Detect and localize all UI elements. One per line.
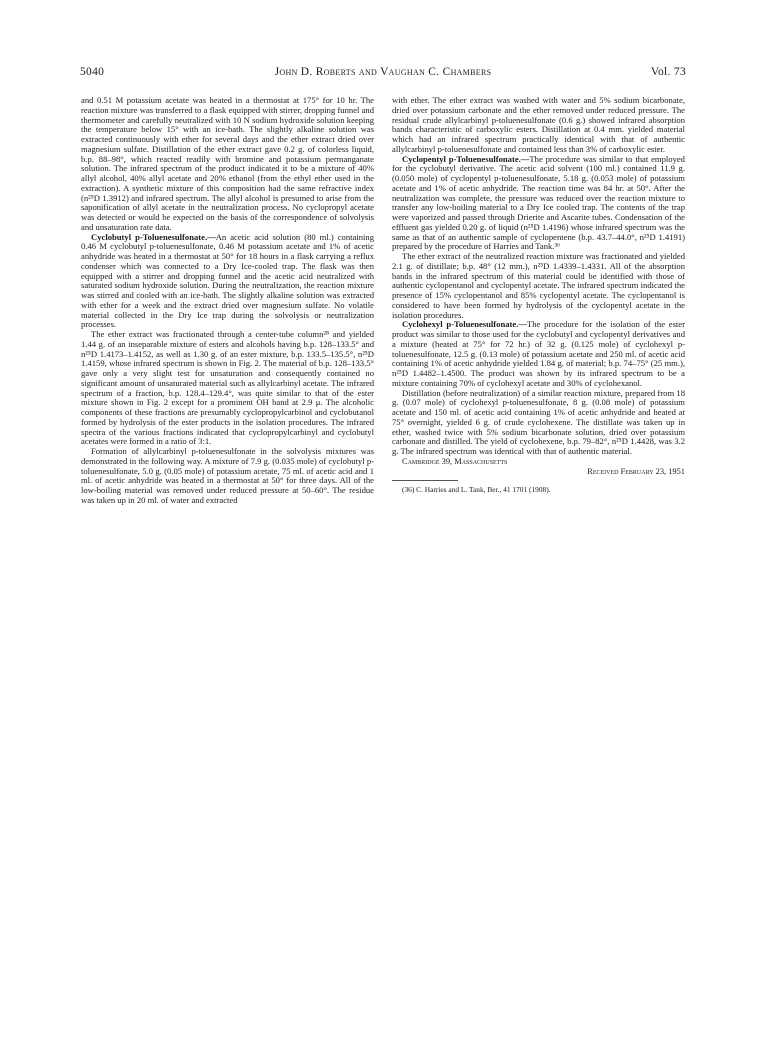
paragraph-cyclobutyl-heading: Cyclobutyl p-Toluenesulfonate.—An acetic acid solution (80 ml.) containing 0.46 M cyclobutyl p-toluenesulfonate, 0.46 M potassium acetate and 1% of acetic anhydride was heated in a thermostat at 50° for 18 hours in a flask carrying a reflux condenser which was connected to a Dry Ice-cooled trap. The flask was then equipped with a stirrer and dropping funnel and the acetic acid neutralized with saturated sodium hydroxide solution. During the neutralization, the reaction mixture was stirred and cooled with an ice-bath. The slightly alkaline solution was extracted with ether for a week and the extract dried over magnesium sulfate. No volatile material collected in the Dry Ice trap during the solvolysis or neutralization processes. (81, 231, 374, 330)
paragraph: Formation of allylcarbinyl p-toluenesulfonate in the solvolysis mixtures was demonstrated in the following way. A mixture of 7.9 g. (0.035 mole) of cyclobutyl p-toluenesulfonate, 5.0 g. (0.05 mole) of potassium acetate, 75 ml. of acetic acid and 1 ml. of acetic anhydride was heated in a thermostat at 50° for three days. All of the low-boiling material was removed under reduced pressure at 50–60°. The residue was taken up in 20 ml. of water and extracted (81, 446, 374, 505)
right-column (392, 96, 685, 494)
run-in-heading: Cyclopentyl p-Toluenesulfonate.— (402, 153, 530, 164)
footnote: (36) C. Harries and L. Tank, Ber., 41 1701 (1908). (402, 485, 551, 495)
received-date: Received February 23, 1951 (587, 466, 685, 476)
running-head-authors: John D. Roberts and Vaughan C. Chambers (274, 66, 492, 78)
paragraph-cyclohexyl-heading: Cyclohexyl p-Toluenesulfonate.—The procedure for the isolation of the ester product was similar to those used for the cyclobutyl and cyclopentyl derivatives and a mixture (heated at 75° for 72 hr.) of 32 g. (0.125 mole) of cyclohexyl p-toluenesulfonate, 12.5 g. (0.13 mole) of potassium acetate and 250 ml. of acetic acid containing 1% of acetic anhydride yielded 1.84 g. of material; b.p. 74–75° (25 mm.), n²⁵D 1.4482–1.4500. The product was shown by its infrared spectrum to be a mixture containing 70% of cyclohexyl acetate and 30% of cyclohexanol. (392, 319, 685, 388)
paragraph: The ether extract of the neutralized reaction mixture was fractionated and yielded 2.1 g. of distillate; b.p. 48° (12 mm.), n²⁵D 1.4339–1.4331. All of the absorption bands in the infrared spectrum of this material could be identified with those of authentic cyclopentanol and cyclopentyl acetate. The infrared spectrum indicated the presence of 15% cyclopentanol and 85% cyclopentyl acetate. The cyclopentanol is considered to have been formed by hydrolysis of the cyclopentyl acetate in the isolation procedures. (392, 251, 685, 320)
volume-label: Vol. 73 (650, 66, 686, 78)
footnote-divider (392, 480, 458, 481)
affiliation-place: Cambridge 39, Massachusetts (402, 456, 508, 466)
paragraph: with ether. The ether extract was washed with water and 5% sodium bicarbonate, dried over potassium carbonate and the ether removed under reduced pressure. The residual crude allylcarbinyl p-toluenesulfonate (0.6 g.) showed infrared absorption bands characteristic of carboxylic esters. Distillation at 0.4 mm. yielded material which had an infrared spectrum practically identical with that of authentic allylcarbinyl p-toluenesulfonate and contained less than 3% of carboxylic ester. (392, 95, 685, 154)
paragraph: and 0.51 M potassium acetate was heated in a thermostat at 175° for 10 hr. The reaction mixture was transferred to a flask equipped with stirrer, dropping funnel and thermometer and carefully neutralized with 10 N sodium hydroxide solution keeping the temperature below 15° with an ice-bath. The slightly alkaline solution was extracted continuously with ether for several days and the ether extract dried over magnesium sulfate. Distillation of the ether extract gave 0.2 g. of colorless liquid, b.p. 88–98°, which reacted readily with bromine and potassium permanganate solution. The infrared spectrum of the product indicated it to be a mixture of 40% allyl alcohol, 40% allyl acetate and 20% ethanol (from the ethyl ether used in the extraction). A synthetic mixture of this composition had the same refractive index (n²⁵D 1.3912) and infrared spectrum. The allyl alcohol is presumed to arise from the saponification of allyl acetate in the neutralization process. No cyclopropyl acetate was detected or would be expected on the basis of the correspondence of solvolysis and unsaturation rate data. (81, 95, 374, 232)
page-number: 5040 (80, 66, 105, 78)
paragraph: Distillation (before neutralization) of a similar reaction mixture, prepared from 18 g. (0.07 mole) of cyclohexyl p-toluenesulfonate, 8 g. (0.08 mole) of potassium acetate and 150 ml. of acetic acid containing 1% of acetic anhydride and heated at 75° overnight, yielded 6 g. of crude cyclohexene. The distillate was taken up in ether, washed twice with 5% sodium bicarbonate solution, dried over potassium carbonate and distilled. The yield of cyclohexene, b.p. 79–82°, n²⁵D 1.4428, was 3.2 g. The infrared spectrum was identical with that of authentic material. (392, 387, 685, 456)
running-head (80, 66, 686, 80)
run-in-heading: Cyclohexyl p-Toluenesulfonate.— (402, 319, 527, 330)
run-in-heading: Cyclobutyl p-Toluenesulfonate.— (91, 231, 216, 242)
paragraph: The ether extract was fractionated through a center-tube column²⁸ and yielded 1.44 g. of an inseparable mixture of esters and alcohols having b.p. 128–133.5° and n²⁵D 1.4173–1.4152, as well as 1.30 g. of an ester mixture, b.p. 133.5–135.5°, n²⁵D 1.4159, whose infrared spectrum is shown in Fig. 2. The material of b.p. 128–133.5° gave only a very slight test for unsaturation and consequently contained no significant amount of unsaturated material such as allylcarbinyl acetate. The infrared spectrum of a fraction, b.p. 128.4–129.4°, was quite similar to that of the ester mixture shown in Fig. 2 except for a prominent OH band at 2.9 μ. The alcoholic components of these fractions are presumably cyclopropylcarbinol and cyclobutanol formed by hydrolysis of the ester products in the isolation procedures. The infrared spectra of the various fractions indicated that cyclopropylcarbinyl and cyclobutyl acetates were formed in a ratio of 3:1. (81, 329, 374, 447)
paragraph-cyclopentyl-heading: Cyclopentyl p-Toluenesulfonate.—The procedure was similar to that employed for the cyclobutyl derivative. The acetic acid solvent (100 ml.) contained 11.9 g. (0.050 mole) of cyclopentyl p-toluenesulfonate, 5.18 g. (0.053 mole) of potassium acetate and 1% of acetic anhydride. The reaction time was 84 hr. at 50°. After the neutralization was complete, the pressure was reduced over the reaction mixture to transfer any low-boiling material to a Dry Ice cooled trap. The contents of the trap were vaporized and passed through Drierite and Ascarite tubes. Condensation of the effluent gas yielded 0.20 g. of liquid (n²⁵D 1.4196) whose infrared spectrum was the same as that of an authentic sample of cyclopentene (b.p. 43.7–44.0°, n²⁵D 1.4191) prepared by the procedure of Harries and Tank.³⁶ (392, 153, 685, 252)
left-column (81, 96, 374, 506)
